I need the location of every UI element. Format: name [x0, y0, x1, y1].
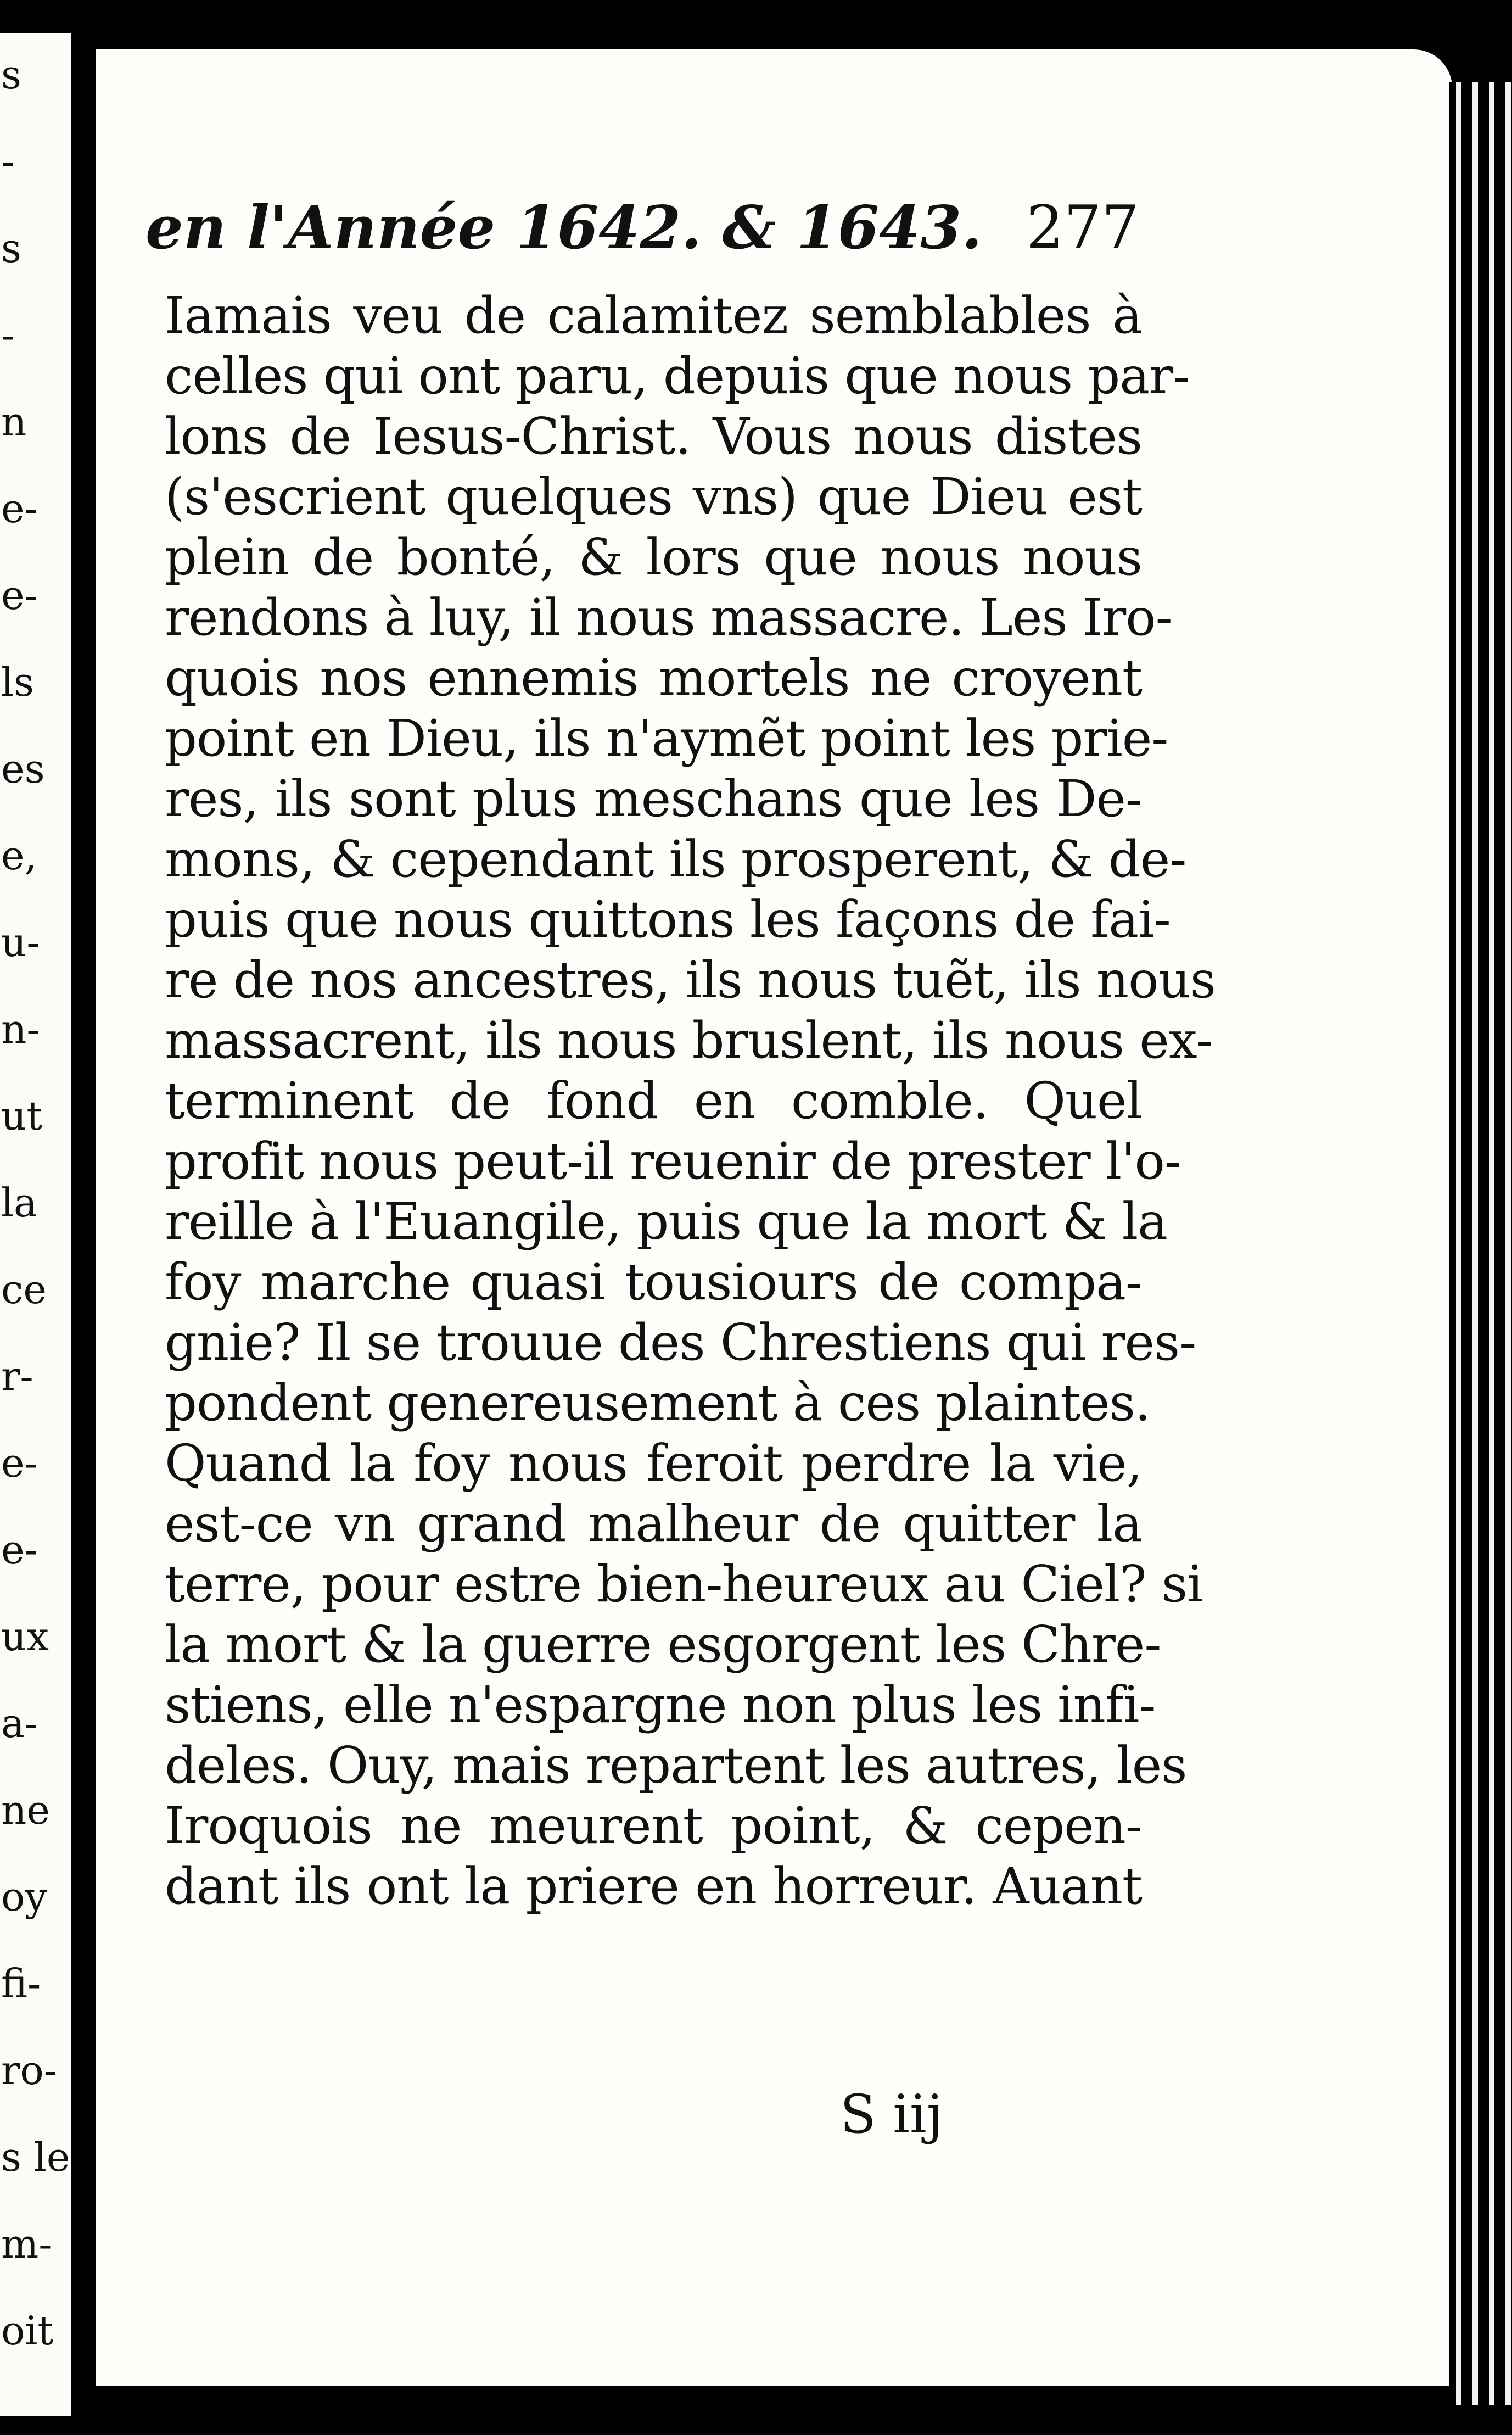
text-line: re de nos ancestres, ils nous tuẽt, ils nous — [165, 951, 1216, 1009]
text-line: Iroquois ne meurent point, & cepen- — [165, 1796, 1142, 1855]
text-line: pondent genereusement à ces plaintes. — [165, 1373, 1151, 1432]
text-line: gnie? Il se trouue des Chrestiens qui res- — [165, 1313, 1196, 1372]
facing-page-text-fragment: ux — [1, 1613, 49, 1660]
facing-page-text-fragment: ce — [1, 1266, 47, 1313]
facing-page-text-fragment: s le — [1, 2134, 70, 2180]
facing-page-text-fragment: s — [1, 52, 21, 98]
text-line: mons, & cependant ils prosperent, & de- — [165, 830, 1186, 889]
text-line: terre, pour estre bien-heureux au Ciel? si — [165, 1555, 1203, 1613]
running-title: en l'Année 1642. & 1643. — [145, 193, 982, 263]
facing-page-text-fragment: e- — [1, 1527, 38, 1573]
text-line: Quand la foy nous feroit perdre la vie, — [165, 1434, 1142, 1493]
text-line: dant ils ont la priere en horreur. Auant — [165, 1857, 1142, 1915]
facing-page-text-fragment: m- — [1, 2221, 52, 2267]
facing-page-text-fragment: e- — [1, 572, 38, 618]
text-line: (s'escrient quelques vns) que Dieu est — [165, 467, 1142, 526]
text-line: lons de Iesus-Christ. Vous nous distes — [165, 407, 1142, 466]
text-line: puis que nous quittons les façons de fai- — [165, 890, 1171, 949]
text-line: la mort & la guerre esgorgent les Chre- — [165, 1615, 1161, 1674]
text-line: Iamais veu de calamitez semblables à — [165, 286, 1142, 345]
running-header — [145, 192, 1139, 264]
text-line: massacrent, ils nous bruslent, ils nous ex- — [165, 1011, 1213, 1070]
text-line: res, ils sont plus meschans que les De- — [165, 769, 1142, 828]
facing-page-text-fragment: - — [1, 312, 15, 358]
facing-page-text-fragment: fi- — [1, 1961, 41, 2007]
facing-page-text-fragment: ne — [1, 1787, 50, 1833]
text-line: quois nos ennemis mortels ne croyent — [165, 649, 1142, 707]
facing-page-text-fragment: ls — [1, 659, 34, 705]
facing-page-text-fragment: r- — [1, 1353, 33, 1399]
facing-page-text-fragment: es — [1, 746, 45, 792]
signature-mark: S iij — [840, 2084, 943, 2145]
text-line: stiens, elle n'espargne non plus les infi- — [165, 1676, 1156, 1734]
text-line: deles. Ouy, mais repartent les autres, les — [165, 1736, 1187, 1795]
facing-page-text-fragment: la — [1, 1180, 37, 1226]
facing-page-fragment — [0, 33, 71, 2416]
page-fore-edge — [1449, 82, 1512, 2405]
facing-page-text-fragment: a- — [1, 1700, 38, 1746]
text-line: terminent de fond en comble. Quel — [165, 1071, 1142, 1130]
text-line: plein de bonté, & lors que nous nous — [165, 528, 1142, 587]
page-number: 277 — [1026, 193, 1139, 262]
text-line: profit nous peut-il reuenir de prester l'o- — [165, 1132, 1181, 1191]
text-line: point en Dieu, ils n'aymẽt point les prie- — [165, 709, 1168, 768]
text-line: est-ce vn grand malheur de quitter la — [165, 1494, 1142, 1553]
facing-page-text-fragment: n- — [1, 1006, 40, 1052]
body-text — [165, 286, 1216, 1917]
facing-page-text-fragment: e- — [1, 1440, 38, 1486]
text-line: foy marche quasi tousiours de compa- — [165, 1253, 1142, 1311]
facing-page-text-fragment: oy — [1, 1874, 48, 1920]
facing-page-text-fragment: n — [1, 399, 27, 445]
text-line: reille à l'Euangile, puis que la mort & la — [165, 1192, 1167, 1251]
facing-page-text-fragment: ro- — [1, 2047, 58, 2093]
text-line: rendons à luy, il nous massacre. Les Iro- — [165, 588, 1172, 647]
facing-page-text-fragment: e- — [1, 485, 38, 532]
facing-page-text-fragment: oit — [1, 2308, 54, 2354]
facing-page-text-fragment: - — [1, 138, 15, 185]
facing-page-text-fragment: ut — [1, 1093, 43, 1139]
facing-page-text-fragment: s — [1, 225, 21, 271]
facing-page-text-fragment: e, — [1, 833, 37, 879]
text-line: celles qui ont paru, depuis que nous par- — [165, 347, 1190, 405]
facing-page-text-fragment: u- — [1, 919, 40, 965]
